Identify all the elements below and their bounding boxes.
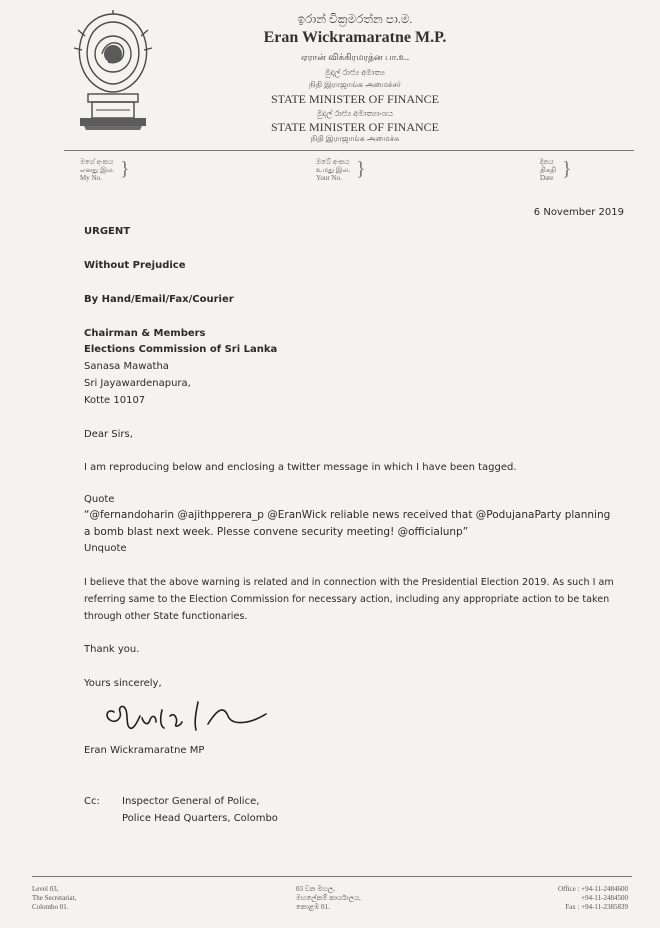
header-divider <box>64 150 634 151</box>
letterhead-tamil-title: நிதி இராஜாங்க அமைச்சர் <box>308 80 402 89</box>
address-line-2: Sri Jayawardenapura, <box>84 378 191 389</box>
ref-date: දිනය திகதி Date } <box>540 158 572 182</box>
paragraph-2-line-1: I believe that the above warning is related and in connection with the Presidential Election 2019. As such I am <box>84 577 614 588</box>
letterhead-tamil-name: ஏரான் விக்கிரமரத்ன பா.உ. <box>300 52 410 62</box>
letterhead-name: Eran Wickramaratne M.P. <box>263 29 447 46</box>
salutation: Dear Sirs, <box>84 429 133 440</box>
signatory-name: Eran Wickramaratne MP <box>84 745 205 756</box>
letterhead-sinhala-name: ඉරාන් වික්‍රමරත්න පා.ම. <box>297 12 413 26</box>
cc-label: Cc: <box>84 796 100 807</box>
letterhead-title: STATE MINISTER OF FINANCE <box>270 92 440 106</box>
letterhead-tamil-title-2: நிதி இராஜாங்க அமைச்சு <box>310 134 400 143</box>
thanks: Thank you. <box>84 644 140 655</box>
signature-icon <box>100 694 280 740</box>
delivery-method: By Hand/Email/Fax/Courier <box>84 294 234 305</box>
letterhead-sinhala-title-2: මුදල් රාජ්‍ය අමාත්‍යාංශය <box>316 109 394 118</box>
footer-contact: Office : +94-11-2484600 +94-11-2484500 Fax : +94-11-2385839 <box>557 885 628 911</box>
letterhead-title-2: STATE MINISTER OF FINANCE <box>270 120 440 134</box>
ref-your-no: ඔබේ අංකය உமது இல. Your No. } <box>316 158 366 182</box>
ref-my-no: මගේ අංකය எனது இல. My No. } <box>80 158 130 182</box>
paragraph-2-line-3: through other State functionaries. <box>84 611 248 622</box>
footer-divider <box>32 876 632 877</box>
without-prejudice-label: Without Prejudice <box>84 260 186 271</box>
sri-lanka-emblem-icon <box>70 10 156 132</box>
urgent-label: URGENT <box>84 226 131 237</box>
letter-date: 6 November 2019 <box>533 207 624 218</box>
paragraph-2-line-2: referring same to the Election Commission for necessary action, including any appropriate action to be taken <box>84 594 610 605</box>
cc-line-1: Inspector General of Police, <box>122 796 260 807</box>
cc-line-2: Police Head Quarters, Colombo <box>122 813 278 824</box>
recipient-line-2: Elections Commission of Sri Lanka <box>84 344 278 355</box>
footer-address-english: Level 03, The Secretariat, Colombo 01. <box>32 885 77 911</box>
quote-close: Unquote <box>84 543 127 554</box>
recipient-line-1: Chairman & Members <box>84 328 206 339</box>
quote-open: Quote <box>84 494 115 505</box>
address-line-1: Sanasa Mawatha <box>84 361 169 372</box>
paragraph-1: I am reproducing below and enclosing a twitter message in which I have been tagged. <box>84 462 517 473</box>
address-line-3: Kotte 10107 <box>84 395 146 406</box>
letterhead-sinhala-title: මුදල් රාජ්‍ය අමාත්‍ය <box>324 68 386 77</box>
quote-line-1: “@fernandoharin @ajithpperera_p @EranWick reliable news received that @PodujanaParty planning <box>84 509 611 521</box>
footer-address-sinhala: 03 වන මහල, මහලේකම් කාර්යාලය, කොළඹ 01. <box>296 885 361 911</box>
closing: Yours sincerely, <box>84 678 162 689</box>
quote-line-2: a bomb blast next week. Plesse convene security meeting! @officialunp” <box>84 526 469 538</box>
